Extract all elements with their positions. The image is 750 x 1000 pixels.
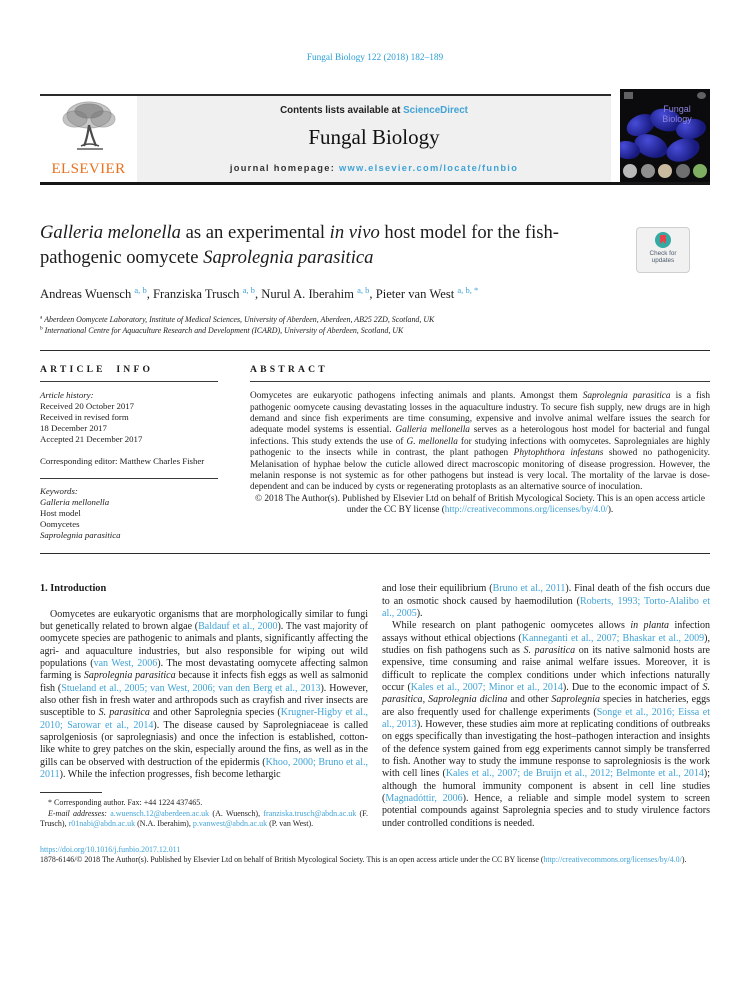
link[interactable]: http://creativecommons.org/licenses/by/4.0/ <box>543 855 682 865</box>
link[interactable]: a.wuensch.12@aberdeen.ac.uk <box>110 808 210 818</box>
article-history-label: Article history: <box>40 390 94 401</box>
link[interactable]: Bruno et al., 2011 <box>492 583 566 595</box>
history-line: Received 20 October 2017 <box>40 401 135 412</box>
license-line: 1878-6146/© 2018 The Author(s). Published by Elsevier Ltd on behalf of British Mycological Society. This is an open access article under the CC BY license (http://creativecommons.org/licenses/by/4.0/). <box>40 855 687 865</box>
link[interactable]: Kales et al., 2007; de Bruijn et al., 2012; Belmonte et al., 2014 <box>445 768 704 780</box>
article-info-heading: ARTICLE INFO <box>40 364 218 382</box>
masthead-left <box>40 94 611 182</box>
link[interactable]: Stueland et al., 2005; van West, 2006; van den Berg et al., 2013 <box>61 682 321 694</box>
intro-right-paragraph-2: While research on plant pathogenic oomycetes allows in planta infection assays without ethical objections (Kanneganti et al., 2007; Bhaskar et al., 2009), studies on fish pathogens such as S. parasitica on its native salmonid hosts are expensive, time consuming and raise animal welfare issues. Moreover, it is difficult to replicate the complex conditions under which infections naturally occur (Kales et al., 2007; Minor et al., 2014). Due to the economic impact of S. parasitica, Saprolegnia diclina and other Saprolegnia species in hatcheries, eggs are also frequently used for challenge experiments (Songe et al., 2016; Eissa et al., 2013). However, these studies aim more at replicating conditions of outbreaks on eggs specifically than investigating the host–pathogen interaction and insights of the defence system gained from egg experiments cannot simply be transferred to fish. Another way to study the immune response to saprolegniosis is the work with cell lines (Kales et al., 2007; de Bruijn et al., 2012; Belmonte et al., 2014); although the humoral immunity component is absent in cell line studies (Magnadóttir, 2006). Hence, a reliable and simple model system to screen potential compounds against Saprolegnia species and to study virulence factors under controlled conditions is needed. <box>382 620 711 829</box>
contents-list-line: Contents lists available at ScienceDirect <box>280 105 468 116</box>
journal-citation-header: Fungal Biology 122 (2018) 182–189 <box>306 53 444 63</box>
intro-left-paragraph: Oomycetes are eukaryotic organisms that are morphologically similar to fungi but genetically related to brown algae (Baldauf et al., 2000). The vast majority of oomycete species are pathogenic to animals and plants, significantly affecting the agri- and aquaculture industries, but also responsible for wiping out wild populations (van West, 2006). The most devastating oomycete affecting salmon farming is Saprolegnia parasitica because it infects fish eggs as well as salmonid fish (Stueland et al., 2005; van West, 2006; van den Berg et al., 2013). However, also other fish in fresh water and arthropods such as crayfish and river insects are susceptible to S. parasitica and other Saprolegnia species (Krugner-Higby et al., 2010; Sarowar et al., 2014). The disease caused by Saprolegniaceae is called saprolgeniosis (or saprolegniasis) and once the infection is established, cotton-like white to grey patches on the skin, especially around the fins, as well as in the gills can be observed with destruction of the epidermis (Khoo, 2000; Bruno et al., 2011). While the infection progresses, fish become lethargic <box>40 608 369 780</box>
doi-line <box>40 845 710 855</box>
updates-label: Check for updates <box>649 250 677 265</box>
history-line: Received in revised form <box>40 412 129 423</box>
abstract-text: Oomycetes are eukaryotic pathogens infecting animals and plants. Amongst them Saprolegnia parasitica is a fish pathogenic oomycete causing devastating losses in the aquaculture industry. To secure fish supply, new drugs are in high demand and since fish experiments are time consuming, expensive and involve animal welfare issues the search for adequate model systems is essential. Galleria mellonella serves as a heterologous host model for bacterial and fungal infections. This study extends the use of G. mellonella for studying infections with oomycetes. Saprolegniales are highly pathogenic to the insects while in contrast, the plant pathogen Phytophthora infestans showed no pathogenicity. Melanisation of hyphae below the cuticle allowed direct macroscopic monitoring of disease progression. However, the melanin response is not systemic as for other pathogens but instead is very local. The mortality of the larvae is dose-dependent and can be induced by cysts or regenerating protoplasts as an alternative source of inoculation. <box>250 391 711 493</box>
affiliation-a: $^a$ Aberdeen Oomycete Laboratory, Institute of Medical Sciences, University of Aberdeen, Aberdeen, AB25 2ZD, Scotland, UK <box>40 314 435 324</box>
journal-title: Fungal Biology <box>308 125 440 149</box>
keyword: Host model <box>40 508 81 519</box>
keyword: Saprolegnia parasitica <box>40 530 121 541</box>
corresponding-author-note: * Corresponding author. Fax: +44 1224 437465. <box>48 798 203 808</box>
link[interactable]: www.elsevier.com/locate/funbio <box>338 163 519 173</box>
right-column <box>382 583 710 830</box>
link[interactable]: Kales et al., 2007; Minor et al., 2014 <box>410 681 563 693</box>
affiliations <box>40 315 710 336</box>
article-info-column <box>40 364 218 541</box>
affiliation-b: $^b$ International Centre for Aquaculture Research and Development (ICARD), University of Aberdeen, Scotland, UK <box>40 324 404 335</box>
abstract-heading: ABSTRACT <box>250 364 710 382</box>
link[interactable]: r01nabi@abdn.ac.uk <box>68 818 136 828</box>
elsevier-wordmark: ELSEVIER <box>51 161 126 177</box>
keywords-block <box>40 478 218 541</box>
title-section <box>40 220 710 270</box>
link[interactable]: Baldauf et al., 2000 <box>198 620 278 632</box>
cover-journal-title: Fungal Biology <box>662 104 692 124</box>
journal-masthead <box>40 89 710 185</box>
intro-right-paragraph-1: and lose their equilibrium (Bruno et al., 2011). Final death of the fish occurs due to an osmotic shock caused by haemodilution (Roberts, 1993; Torto-Alalibo et al., 2005). <box>382 583 710 619</box>
footnote-divider <box>40 792 102 793</box>
link[interactable]: Magnadóttir, 2006 <box>385 793 463 805</box>
link[interactable]: Songe et al., 2016; Eissa et al., 2013 <box>382 706 710 730</box>
history-line: Accepted 21 December 2017 <box>40 434 143 445</box>
cover-publisher-logo <box>697 92 706 99</box>
imprint-block <box>40 845 710 865</box>
corresponding-editor: Corresponding editor: Matthew Charles Fisher <box>40 456 205 467</box>
elsevier-tree-icon <box>57 99 121 160</box>
journal-banner <box>137 96 611 182</box>
abstract-column <box>250 364 710 541</box>
elsevier-logo <box>40 96 137 182</box>
article-history-block <box>40 390 218 467</box>
link[interactable]: franziska.trusch@abdn.ac.uk <box>263 808 357 818</box>
body-columns <box>40 583 710 830</box>
link[interactable]: https://doi.org/10.1016/j.funbio.2017.12.011 <box>40 845 181 855</box>
keywords-label: Keywords: <box>40 486 78 497</box>
link[interactable]: ScienceDirect <box>403 105 468 116</box>
keyword: Oomycetes <box>40 519 80 530</box>
link[interactable]: Kanneganti et al., 2007; Bhaskar et al., 2009 <box>521 632 705 644</box>
journal-homepage-line: journal homepage: www.elsevier.com/locate/funbio <box>229 163 519 173</box>
check-for-updates-badge[interactable] <box>636 227 690 273</box>
journal-cover-thumbnail <box>620 89 710 182</box>
cover-society-logo <box>624 92 633 99</box>
keyword: Galleria mellonella <box>40 497 110 508</box>
link[interactable]: van West, 2006 <box>93 657 158 669</box>
authors-line: Andreas Wuensch $^{a, b}$, Franziska Trusch $^{a, b}$, Nurul A. Iberahim $^{a, b}$, Pieter van West $^{a, b, *}$ <box>40 284 479 301</box>
introduction-heading: 1. Introduction <box>40 583 107 595</box>
link[interactable]: Krugner-Higby et al., 2010; Sarowar et al., 2014 <box>40 707 368 731</box>
cover-image-strip <box>623 164 707 178</box>
link[interactable]: Roberts, 1993; Torto-Alalibo et al., 2005 <box>382 595 710 619</box>
link[interactable]: http://creativecommons.org/licenses/by/4.0/ <box>444 505 608 516</box>
email-addresses-note: E-mail addresses: a.wuensch.12@aberdeen.ac.uk (A. Wuensch), franziska.trusch@abdn.ac.uk (F. Trusch), r01nabi@abdn.ac.uk (N.A. Iberahim), p.vanwest@abdn.ac.uk (P. van West). <box>40 808 368 828</box>
footnote-block <box>40 792 368 829</box>
link[interactable]: Khoo, 2000; Bruno et al., 2011 <box>40 756 369 780</box>
link[interactable]: p.vanwest@abdn.ac.uk <box>192 818 268 828</box>
left-column <box>40 583 368 830</box>
abstract-copyright: © 2018 The Author(s). Published by Elsevier Ltd on behalf of British Mycological Society. This is an open access article under the CC BY license (http://creativecommons.org/licenses/by/4.0/). <box>255 493 705 516</box>
info-abstract-section <box>40 350 710 554</box>
crossmark-icon <box>655 232 671 248</box>
article-title: Galleria melonella as an experimental in vivo host model for the fish-pathogenic oomycete Saprolegnia parasitica <box>40 222 559 268</box>
history-line: 18 December 2017 <box>40 423 107 434</box>
